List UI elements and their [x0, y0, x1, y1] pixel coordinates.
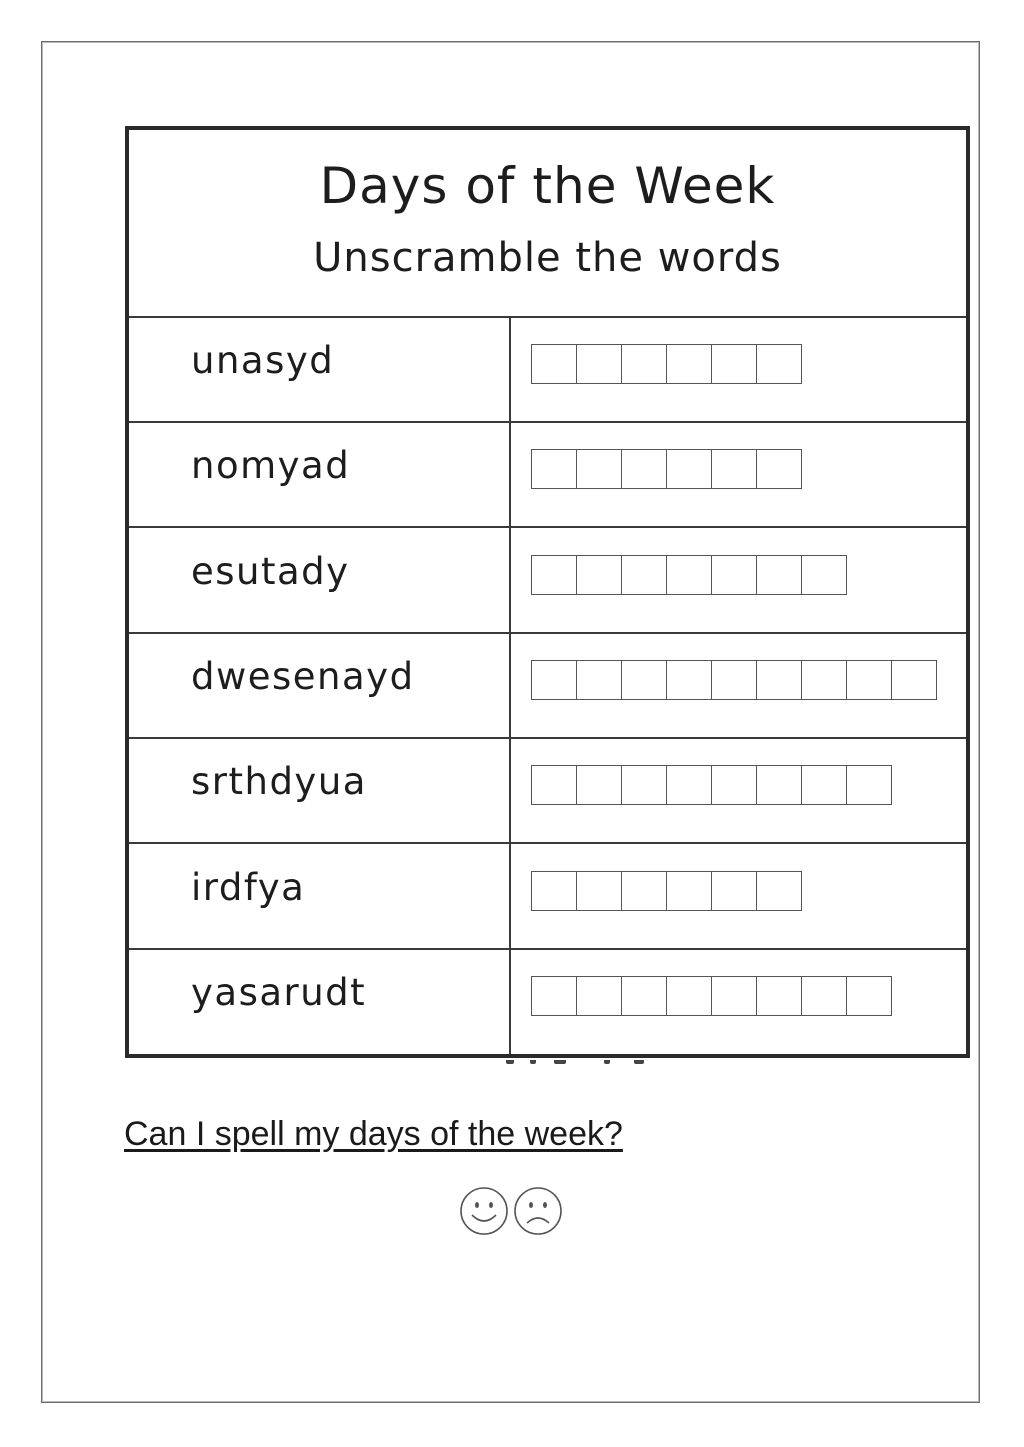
letter-box[interactable] [531, 765, 577, 805]
letter-box[interactable] [711, 449, 757, 489]
letter-box[interactable] [576, 871, 622, 911]
letter-box[interactable] [711, 871, 757, 911]
answer-boxes [531, 344, 802, 384]
answer-boxes [531, 449, 802, 489]
letter-box[interactable] [576, 555, 622, 595]
letter-box[interactable] [756, 449, 802, 489]
word-row [129, 423, 966, 528]
word-row [129, 739, 966, 844]
letter-box[interactable] [666, 449, 712, 489]
letter-box[interactable] [846, 976, 892, 1016]
letter-box[interactable] [531, 976, 577, 1016]
letter-box[interactable] [576, 660, 622, 700]
scrambled-word: yasarudt [191, 970, 367, 1014]
word-row [129, 529, 966, 634]
scrambled-word: irdfya [191, 865, 306, 909]
letter-box[interactable] [621, 449, 667, 489]
letter-box[interactable] [711, 660, 757, 700]
letter-box[interactable] [621, 344, 667, 384]
letter-box[interactable] [621, 765, 667, 805]
worksheet-header [129, 130, 966, 318]
letter-box[interactable] [621, 976, 667, 1016]
cropped-text-fragment [496, 1060, 656, 1068]
letter-box[interactable] [756, 660, 802, 700]
letter-box[interactable] [621, 555, 667, 595]
letter-box[interactable] [531, 449, 577, 489]
word-row [129, 845, 966, 950]
scrambled-word: dwesenayd [191, 654, 415, 698]
letter-box[interactable] [711, 976, 757, 1016]
sad-face-icon[interactable] [513, 1186, 563, 1236]
letter-box[interactable] [756, 976, 802, 1016]
letter-box[interactable] [666, 871, 712, 911]
letter-box[interactable] [801, 555, 847, 595]
worksheet-image [125, 126, 970, 1058]
scrambled-word: unasyd [191, 339, 335, 382]
answer-boxes [531, 555, 847, 595]
scrambled-word: srthdyua [191, 760, 367, 804]
letter-box[interactable] [711, 555, 757, 595]
self-assessment-question: Can I spell my days of the week? [124, 1115, 623, 1153]
letter-box[interactable] [621, 871, 667, 911]
letter-box[interactable] [756, 765, 802, 805]
letter-box[interactable] [711, 765, 757, 805]
letter-box[interactable] [846, 660, 892, 700]
letter-box[interactable] [576, 344, 622, 384]
scrambled-word: nomyad [191, 444, 351, 488]
letter-box[interactable] [891, 660, 937, 700]
letter-box[interactable] [801, 976, 847, 1016]
letter-box[interactable] [531, 555, 577, 595]
letter-box[interactable] [801, 660, 847, 700]
answer-boxes [531, 660, 937, 700]
letter-box[interactable] [801, 765, 847, 805]
word-row [129, 318, 966, 423]
smiley-face-icon[interactable] [459, 1186, 509, 1236]
letter-box[interactable] [666, 976, 712, 1016]
letter-box[interactable] [576, 449, 622, 489]
scrambled-word: esutady [191, 549, 350, 593]
self-assessment-faces [459, 1186, 565, 1236]
letter-box[interactable] [576, 765, 622, 805]
letter-box[interactable] [531, 871, 577, 911]
answer-boxes [531, 976, 892, 1016]
letter-box[interactable] [666, 765, 712, 805]
letter-box[interactable] [621, 660, 667, 700]
letter-box[interactable] [711, 344, 757, 384]
letter-box[interactable] [756, 555, 802, 595]
letter-box[interactable] [846, 765, 892, 805]
letter-box[interactable] [756, 344, 802, 384]
letter-box[interactable] [756, 871, 802, 911]
letter-box[interactable] [576, 976, 622, 1016]
letter-box[interactable] [531, 660, 577, 700]
word-row [129, 634, 966, 739]
letter-box[interactable] [666, 344, 712, 384]
word-row [129, 950, 966, 1055]
worksheet-title: Days of the Week [319, 157, 776, 215]
letter-box[interactable] [666, 555, 712, 595]
worksheet-subtitle: Unscramble the words [313, 235, 782, 281]
letter-box[interactable] [666, 660, 712, 700]
answer-boxes [531, 765, 892, 805]
letter-box[interactable] [531, 344, 577, 384]
answer-boxes [531, 871, 802, 911]
